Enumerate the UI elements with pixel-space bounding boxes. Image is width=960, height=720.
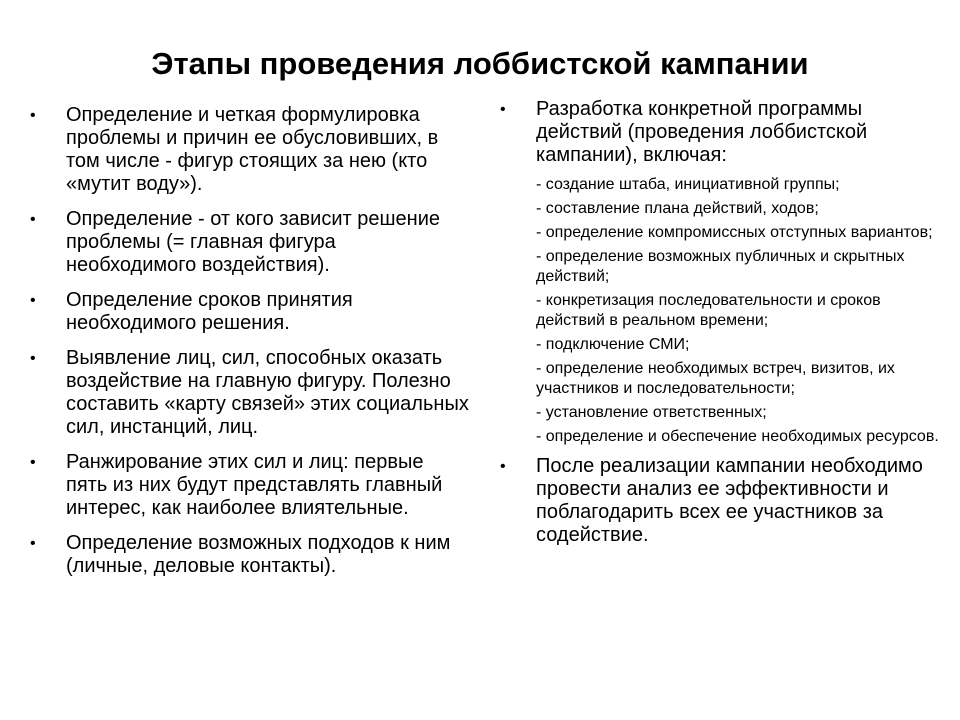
right-column-list <box>500 98 940 555</box>
left-column-list <box>30 104 470 590</box>
left-bullet-item <box>30 208 470 277</box>
left-bullet-item <box>30 532 470 578</box>
left-bullet-item <box>30 289 470 335</box>
right-bullet-item-analysis <box>500 455 940 547</box>
left-bullet-text: Выявление лиц, сил, способных оказать воздействие на главную фигуру. Полезно составить «карту связей» этих социальных сил, инстанций, лиц. <box>66 347 469 438</box>
left-bullet-text: Ранжирование этих сил и лиц: первые пять из них будут представлять главный интерес, как наиболее влиятельные. <box>66 451 443 519</box>
bullet-icon: • <box>500 458 506 475</box>
right-bullet-text: Разработка конкретной программы действий (проведения лоббистской кампании), включая: <box>536 98 868 166</box>
sub-list-item: - составление плана действий, ходов; <box>536 200 819 217</box>
sub-list-item: - определение компромиссных отступных вариантов; <box>536 224 933 241</box>
sub-list-item: - определение и обеспечение необходимых ресурсов. <box>536 428 939 445</box>
bullet-icon: • <box>30 350 36 367</box>
left-bullet-text: Определение и четкая формулировка проблемы и причин ее обусловивших, в том числе - фигур стоящих за нею (кто «мутит воду»). <box>66 104 439 195</box>
sub-list-item: - конкретизация последовательности и сроков действий в реальном времени; <box>536 292 881 329</box>
right-bullet-item-program <box>500 98 940 447</box>
left-bullet-item <box>30 104 470 196</box>
right-bullet-text: После реализации кампании необходимо провести анализ ее эффективности и поблагодарить всех ее участников за содействие. <box>536 455 923 546</box>
program-sub-list <box>536 175 940 447</box>
left-bullet-item <box>30 347 470 439</box>
left-bullet-text: Определение - от кого зависит решение проблемы (= главная фигура необходимого воздействия). <box>66 208 440 276</box>
bullet-icon: • <box>30 292 36 309</box>
sub-list-item: - определение необходимых встреч, визитов, их участников и последовательности; <box>536 360 895 397</box>
left-bullet-text: Определение сроков принятия необходимого решения. <box>66 289 353 334</box>
bullet-icon: • <box>30 454 36 471</box>
left-bullet-text: Определение возможных подходов к ним (личные, деловые контакты). <box>66 532 451 577</box>
sub-list-item: - подключение СМИ; <box>536 336 690 353</box>
bullet-icon: • <box>500 101 506 118</box>
sub-list-item: - создание штаба, инициативной группы; <box>536 176 840 193</box>
bullet-icon: • <box>30 107 36 124</box>
sub-list-item: - установление ответственных; <box>536 404 767 421</box>
sub-list-item: - определение возможных публичных и скрытных действий; <box>536 248 905 285</box>
bullet-icon: • <box>30 211 36 228</box>
slide-title: Этапы проведения лоббистской кампании <box>151 46 809 81</box>
left-bullet-item <box>30 451 470 520</box>
bullet-icon: • <box>30 535 36 552</box>
